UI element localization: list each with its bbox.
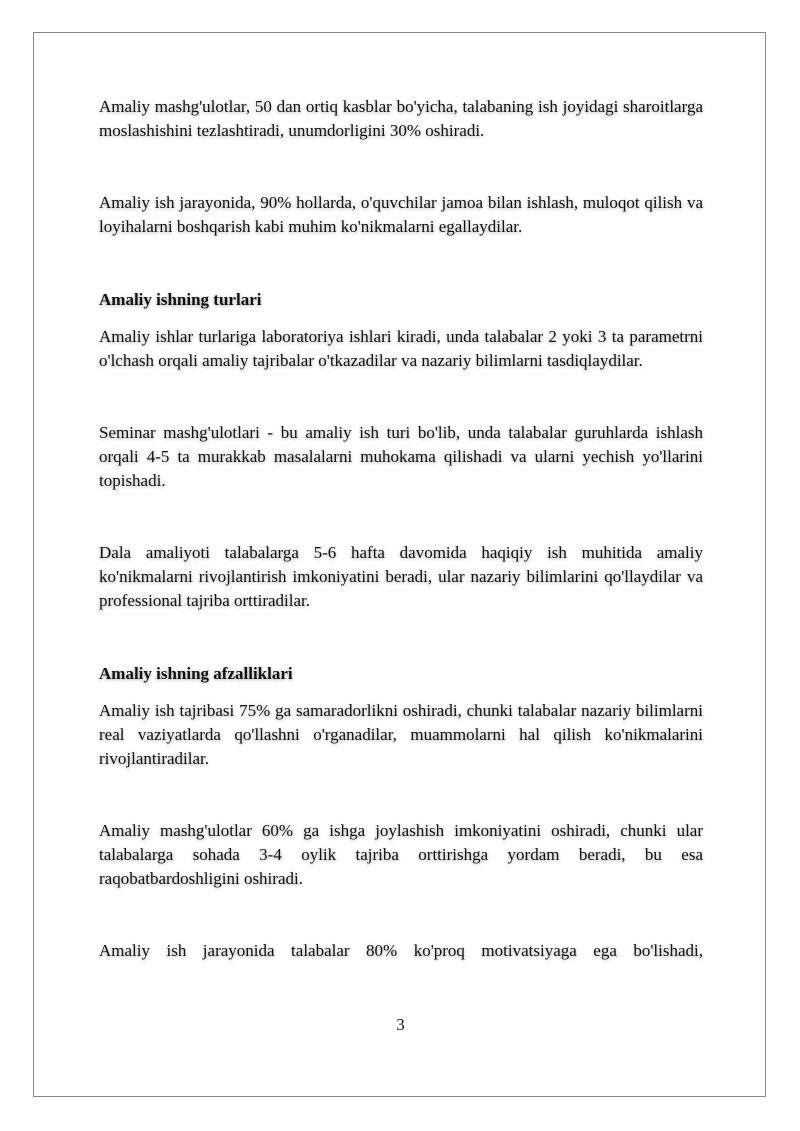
page-content — [99, 95, 703, 963]
paragraph: Seminar mashg'ulotlari - bu amaliy ish turi bo'lib, unda talabalar guruhlarda ishlash orqali 4-5 ta murakkab masalalarni muhokama qilishadi va ularni yechish yo'llarini topishadi. — [99, 423, 703, 490]
paragraph: Dala amaliyoti talabalarga 5-6 hafta davomida haqiqiy ish muhitida amaliy ko'nikmalarni rivojlantirish imkoniyatini beradi, ular nazariy bilimlarini qo'llaydilar va professional tajriba orttiradilar. — [99, 543, 703, 610]
paragraph: Amaliy ish jarayonida, 90% hollarda, o'quvchilar jamoa bilan ishlash, muloqot qilish va loyihalarni boshqarish kabi muhim ko'nikmalarni egallaydilar. — [99, 193, 703, 236]
paragraph: Amaliy mashg'ulotlar, 50 dan ortiq kasblar bo'yicha, talabaning ish joyidagi sharoitlarga moslashishini tezlashtiradi, unumdorligini 30% oshiradi. — [99, 97, 703, 140]
paragraph: Amaliy ish tajribasi 75% ga samaradorlikni oshiradi, chunki talabalar nazariy bilimlarni real vaziyatlarda qo'llashni o'rganadilar, muammolarni hal qilish ko'nikmalarini rivojlantiradilar. — [99, 701, 703, 768]
document-page — [33, 32, 766, 1097]
paragraph: Amaliy mashg'ulotlar 60% ga ishga joylashish imkoniyatini oshiradi, chunki ular talabalarga sohada 3-4 oylik tajriba orttirishga yordam beradi, bu esa raqobatbardoshligini oshiradi. — [99, 821, 703, 888]
section-heading: Amaliy ishning turlari — [99, 290, 262, 309]
paragraph: Amaliy ish jarayonida talabalar 80% ko'proq motivatsiyaga ega bo'lishadi, — [99, 941, 703, 960]
page-number: 3 — [396, 1015, 405, 1034]
paragraph: Amaliy ishlar turlariga laboratoriya ishlari kiradi, unda talabalar 2 yoki 3 ta parametrni o'lchash orqali amaliy tajribalar o'tkazadilar va nazariy bilimlarni tasdiqlaydilar. — [99, 327, 703, 370]
section-heading: Amaliy ishning afzalliklari — [99, 664, 293, 683]
